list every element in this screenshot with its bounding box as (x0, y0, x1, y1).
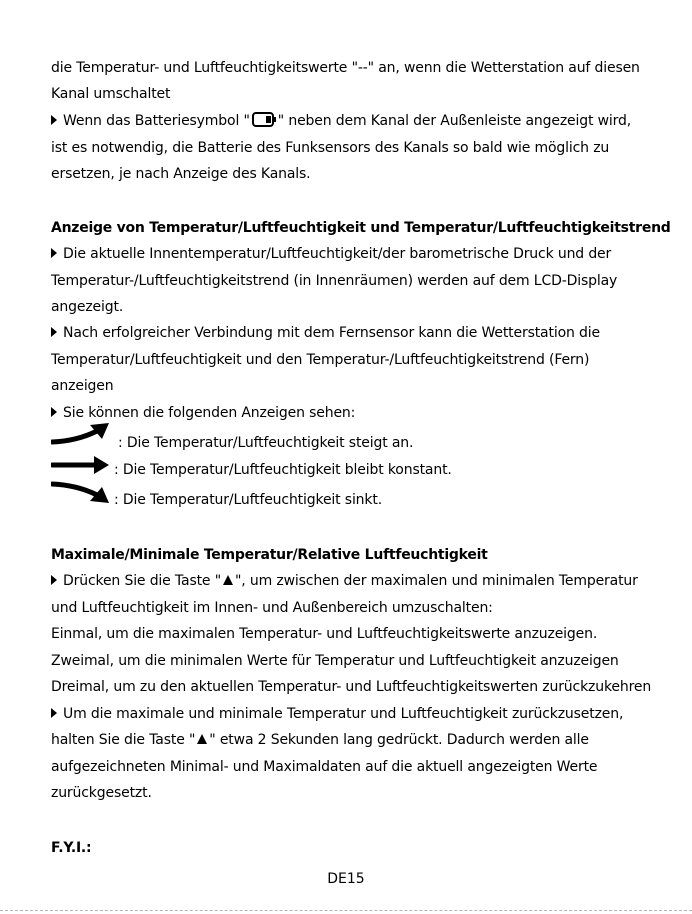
maxmin-bullet-1-line-2: und Luftfeuchtigkeit im Innen- und Außenbereich umzuschalten: (51, 600, 493, 616)
maxmin-bullet-2-line-3: aufgezeichneten Minimal- und Maximaldaten auf die aktuell angezeigten Werte (51, 759, 598, 775)
trend-down-arrow-icon (51, 480, 115, 504)
bullet-arrow-icon (51, 708, 57, 718)
press-twice-line: Zweimal, um die minimalen Werte für Temperatur und Luftfeuchtigkeit anzuzeigen (51, 653, 619, 669)
trend-steady-label: : Die Temperatur/Luftfeuchtigkeit bleibt konstant. (114, 462, 452, 478)
trend-up-arrow-icon (51, 422, 115, 446)
bullet-arrow-icon (51, 407, 57, 417)
maxmin-bullet-1-line-1: Drücken Sie die Taste " ", um zwischen der maximalen und minimalen Temperatur (51, 572, 671, 590)
trend-up-label: : Die Temperatur/Luftfeuchtigkeit steigt an. (118, 435, 414, 451)
section-heading-trend: Anzeige von Temperatur/Luftfeuchtigkeit und Temperatur/Luftfeuchtigkeitstrend (51, 220, 671, 236)
up-button-triangle-icon (223, 575, 233, 585)
intro-line-4: ist es notwendig, die Batterie des Funksensors des Kanals so bald wie möglich zu (51, 140, 610, 156)
trend-bullet-1-line-2: Temperatur-/Luftfeuchtigkeitstrend (in Innenräumen) werden auf dem LCD-Display (51, 273, 618, 289)
intro-line-1: die Temperatur- und Luftfeuchtigkeitswerte "--" an, wenn die Wetterstation auf diesen (51, 60, 640, 76)
intro-line-2: Kanal umschaltet (51, 86, 171, 102)
trend-bullet-2-line-1: Nach erfolgreicher Verbindung mit dem Fernsensor kann die Wetterstation die (51, 324, 671, 342)
press-once-line: Einmal, um die maximalen Temperatur- und Luftfeuchtigkeitswerte anzuzeigen. (51, 626, 598, 642)
section-heading-maxmin: Maximale/Minimale Temperatur/Relative Luftfeuchtigkeit (51, 547, 488, 563)
bullet-arrow-icon (51, 575, 57, 585)
maxmin-bullet-2-line-2: halten Sie die Taste " " etwa 2 Sekunden lang gedrückt. Dadurch werden alle (51, 732, 589, 748)
trend-bullet-2-line-3: anzeigen (51, 378, 114, 394)
maxmin-bullet-2-line-1: Um die maximale und minimale Temperatur und Luftfeuchtigkeit zurückzusetzen, (51, 705, 671, 723)
page-number: DE15 (327, 871, 365, 887)
press-thrice-line: Dreimal, um zu den aktuellen Temperatur- und Luftfeuchtigkeitswerten zurückzukehren (51, 679, 652, 695)
battery-icon (251, 112, 277, 127)
fyi-heading: F.Y.I.: (51, 840, 92, 856)
up-button-triangle-icon (197, 734, 207, 744)
page-bottom-divider (0, 910, 692, 911)
trend-bullet-1-line-3: angezeigt. (51, 299, 124, 315)
bullet-arrow-icon (51, 115, 57, 125)
trend-bullet-3-line-1: Sie können die folgenden Anzeigen sehen: (51, 404, 671, 422)
intro-line-5: ersetzen, je nach Anzeige des Kanals. (51, 166, 311, 182)
trend-bullet-1-line-1: Die aktuelle Innentemperatur/Luftfeuchtigkeit/der barometrische Druck und der (51, 245, 671, 263)
trend-bullet-2-line-2: Temperatur/Luftfeuchtigkeit und den Temperatur-/Luftfeuchtigkeitstrend (Fern) (51, 352, 590, 368)
maxmin-bullet-2-line-4: zurückgesetzt. (51, 785, 152, 801)
bullet-arrow-icon (51, 248, 57, 258)
bullet-arrow-icon (51, 327, 57, 337)
trend-steady-arrow-icon (51, 452, 115, 476)
trend-down-label: : Die Temperatur/Luftfeuchtigkeit sinkt. (114, 492, 382, 508)
intro-bullet-battery: Wenn das Batteriesymbol " " neben dem Kanal der Außenleiste angezeigt wird, (51, 112, 671, 130)
